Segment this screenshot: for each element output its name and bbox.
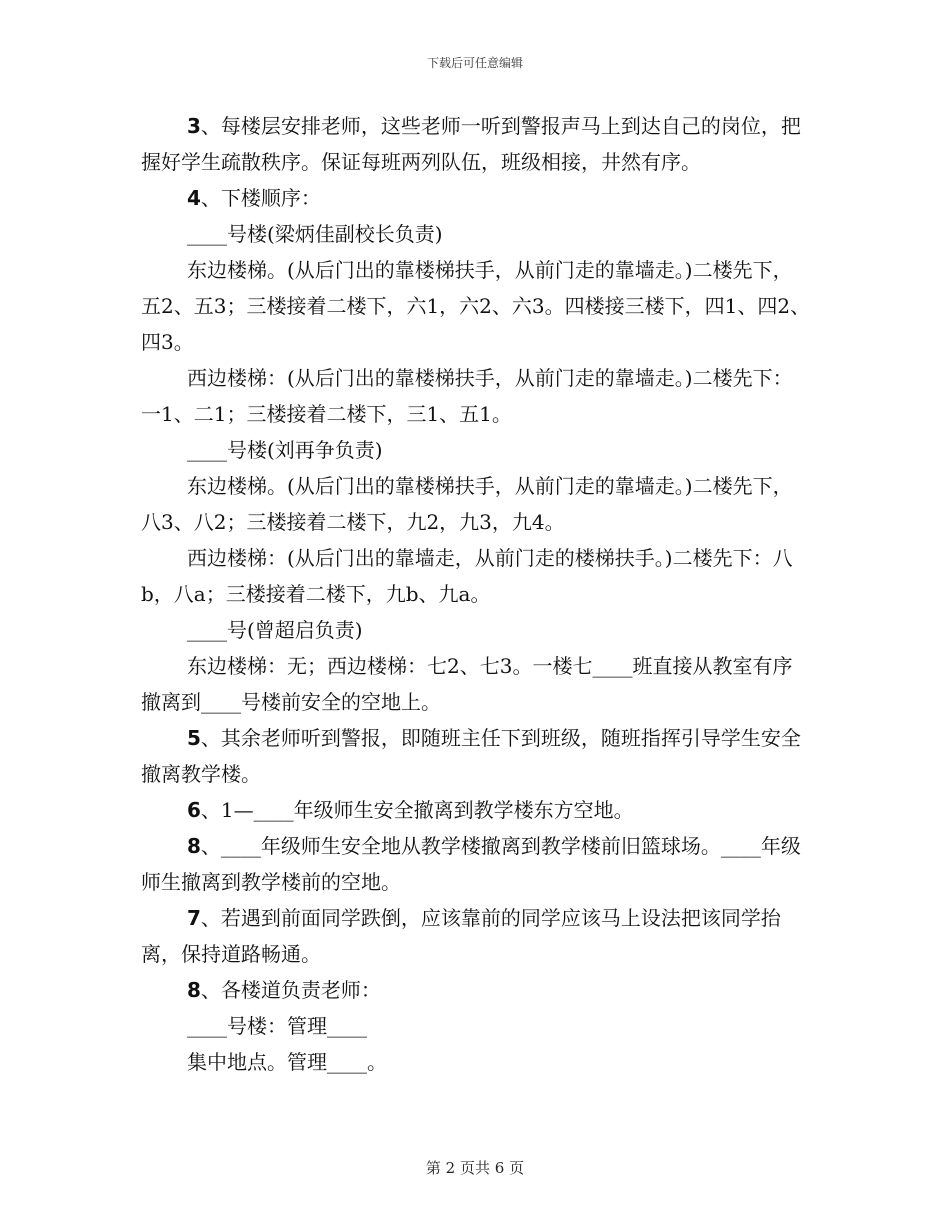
paragraph: 东边楼梯。(从后门出的靠楼梯扶手，从前门走的靠墙走。)二楼先下，五2、五3；三楼接着二楼下，六1，六2、六3。四楼接三楼下，四1、四2、四3。 — [141, 258, 811, 354]
paragraph: 东边楼梯：无；西边楼梯：七2、七3。一楼七____班直接从教室有序撤离到____号楼前安全的空地上。 — [141, 654, 793, 714]
paragraph: 8、各楼道负责老师： — [187, 978, 381, 1002]
paragraph: 7、若遇到前面同学跌倒，应该靠前的同学应该马上设法把该同学抬离，保持道路畅通。 — [141, 906, 781, 966]
paragraph: 8、____年级师生安全地从教学楼撤离到教学楼前旧篮球场。____年级师生撤离到教学楼前的空地。 — [141, 834, 801, 894]
paragraph: 4、下楼顺序： — [187, 186, 321, 210]
paragraph: ____号楼(刘再争负责) — [187, 438, 383, 462]
paragraph: 集中地点。管理____。 — [187, 1050, 387, 1074]
paragraph: 东边楼梯。(从后门出的靠楼梯扶手，从前门走的靠墙走。)二楼先下，八3、八2；三楼接着二楼下，九2，九3，九4。 — [141, 474, 793, 534]
paragraph: 3、每楼层安排老师，这些老师一听到警报声马上到达自己的岗位，把握好学生疏散秩序。保证每班两列队伍，班级相接，井然有序。 — [141, 114, 801, 174]
page-footer: 第 2 页共 6 页 — [425, 1159, 525, 1177]
paragraph: 6、1—____年级师生安全撤离到教学楼东方空地。 — [187, 798, 634, 822]
paragraph: 西边楼梯：(从后门出的靠楼梯扶手，从前门走的靠墙走。)二楼先下：一1、二1；三楼接着二楼下，三1、五1。 — [141, 366, 793, 426]
paragraph: 5、其余老师听到警报，即随班主任下到班级，随班指挥引导学生安全撤离教学楼。 — [141, 726, 801, 786]
page-header: 下载后可任意编辑 — [426, 56, 523, 70]
paragraph: 西边楼梯：(从后门出的靠墙走，从前门走的楼梯扶手。)二楼先下：八b，八a；三楼接着二楼下，九b、九a。 — [141, 546, 793, 606]
paragraph: ____号楼(梁炳佳副校长负责) — [187, 222, 443, 246]
document-body — [141, 108, 811, 1080]
paragraph: ____号楼：管理____ — [187, 1014, 367, 1038]
paragraph: ____号(曾超启负责) — [187, 618, 363, 642]
